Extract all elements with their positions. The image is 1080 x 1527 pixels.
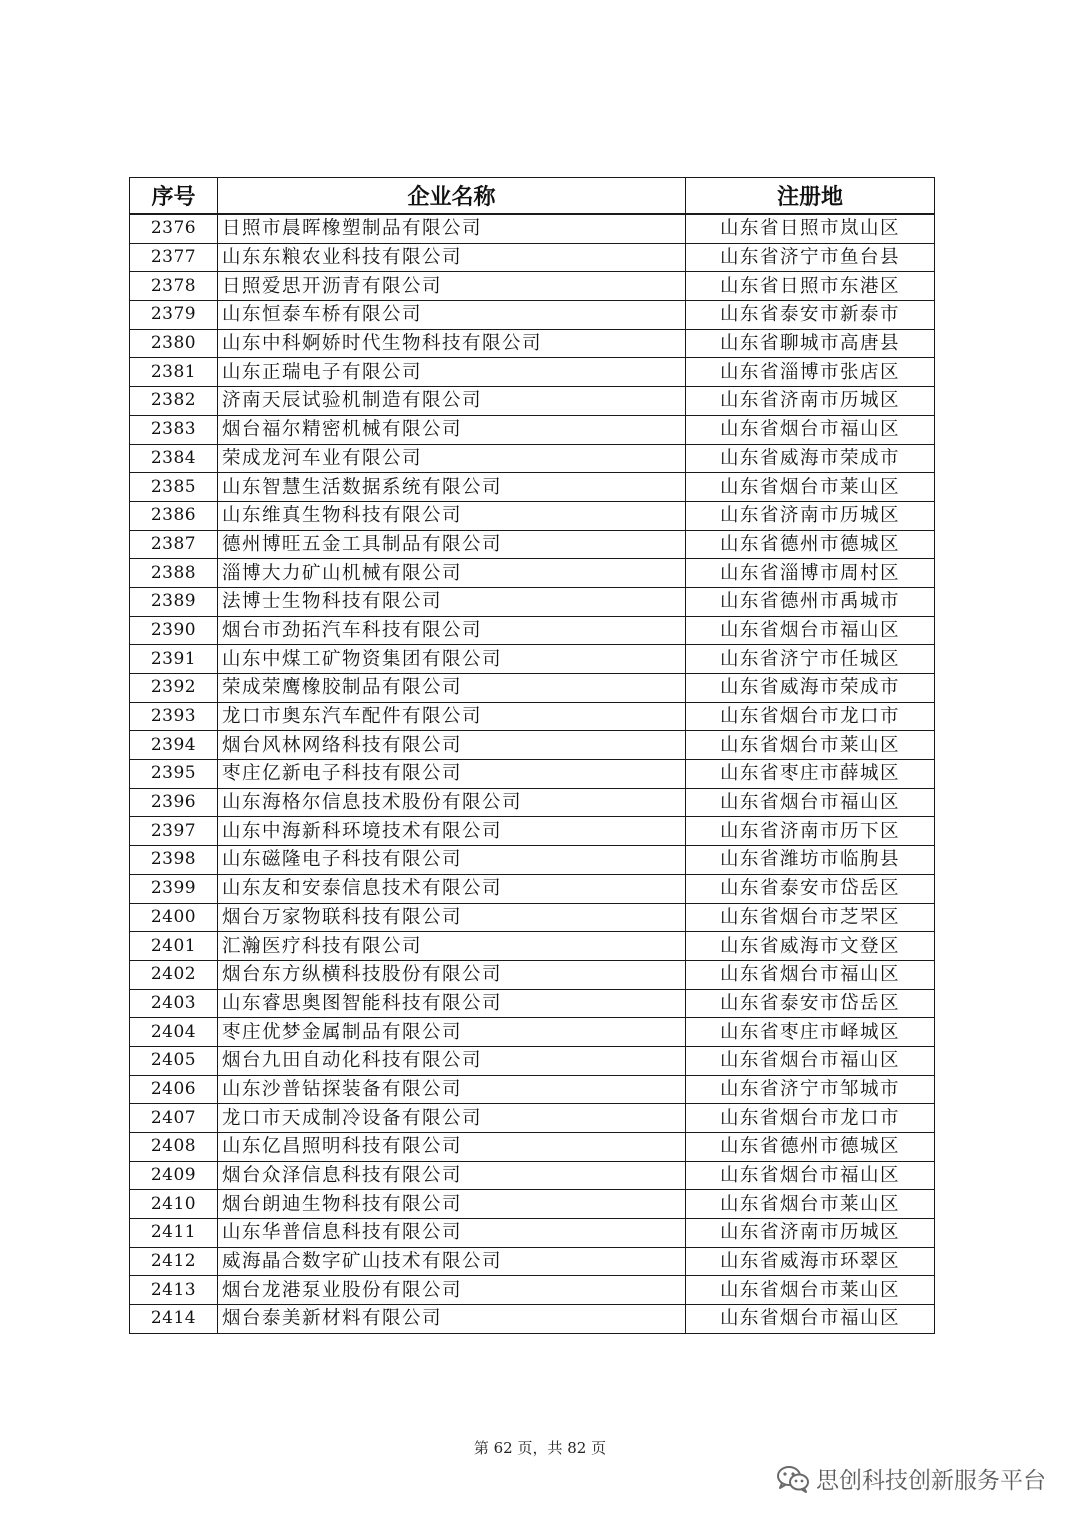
cell-registered-place: 山东省威海市荣成市	[686, 674, 935, 703]
cell-company-name: 烟台东方纵横科技股份有限公司	[218, 960, 686, 989]
cell-seq: 2376	[130, 214, 218, 243]
table-row	[130, 874, 935, 903]
cell-company-name: 烟台万家物联科技有限公司	[218, 903, 686, 932]
cell-seq: 2378	[130, 272, 218, 301]
cell-company-name: 荣成荣鹰橡胶制品有限公司	[218, 674, 686, 703]
cell-seq: 2402	[130, 960, 218, 989]
cell-seq: 2399	[130, 874, 218, 903]
cell-registered-place: 山东省济南市历城区	[686, 501, 935, 530]
cell-registered-place: 山东省德州市德城区	[686, 530, 935, 559]
table-row	[130, 473, 935, 502]
table-row	[130, 1133, 935, 1162]
cell-seq: 2382	[130, 387, 218, 416]
cell-registered-place: 山东省德州市禹城市	[686, 587, 935, 616]
cell-company-name: 日照爱思开沥青有限公司	[218, 272, 686, 301]
cell-seq: 2400	[130, 903, 218, 932]
cell-company-name: 枣庄亿新电子科技有限公司	[218, 760, 686, 789]
cell-seq: 2384	[130, 444, 218, 473]
cell-company-name: 烟台龙港泵业股份有限公司	[218, 1276, 686, 1305]
table-row	[130, 846, 935, 875]
cell-registered-place: 山东省烟台市莱山区	[686, 1276, 935, 1305]
cell-seq: 2391	[130, 645, 218, 674]
cell-company-name: 山东沙普钻探装备有限公司	[218, 1075, 686, 1104]
cell-seq: 2414	[130, 1305, 218, 1334]
cell-registered-place: 山东省枣庄市峄城区	[686, 1018, 935, 1047]
cell-seq: 2406	[130, 1075, 218, 1104]
cell-registered-place: 山东省济南市历城区	[686, 1219, 935, 1248]
cell-company-name: 山东恒泰车桥有限公司	[218, 301, 686, 330]
cell-seq: 2404	[130, 1018, 218, 1047]
column-header-place: 注册地	[686, 178, 935, 215]
cell-company-name: 烟台朗迪生物科技有限公司	[218, 1190, 686, 1219]
cell-company-name: 烟台福尔精密机械有限公司	[218, 415, 686, 444]
table-row	[130, 530, 935, 559]
table-row	[130, 616, 935, 645]
cell-company-name: 烟台九田自动化科技有限公司	[218, 1046, 686, 1075]
table-row	[130, 731, 935, 760]
cell-company-name: 德州博旺五金工具制品有限公司	[218, 530, 686, 559]
table-row	[130, 817, 935, 846]
cell-company-name: 山东友和安泰信息技术有限公司	[218, 874, 686, 903]
cell-company-name: 山东东粮农业科技有限公司	[218, 243, 686, 272]
table-row	[130, 444, 935, 473]
column-header-name: 企业名称	[218, 178, 686, 215]
cell-company-name: 威海晶合数字矿山技术有限公司	[218, 1247, 686, 1276]
cell-seq: 2388	[130, 559, 218, 588]
cell-registered-place: 山东省枣庄市薛城区	[686, 760, 935, 789]
cell-seq: 2387	[130, 530, 218, 559]
table-row	[130, 1075, 935, 1104]
watermark-text: 思创科技创新服务平台	[816, 1468, 1046, 1494]
table-row	[130, 501, 935, 530]
cell-seq: 2380	[130, 329, 218, 358]
cell-company-name: 山东智慧生活数据系统有限公司	[218, 473, 686, 502]
cell-registered-place: 山东省济宁市任城区	[686, 645, 935, 674]
cell-seq: 2389	[130, 587, 218, 616]
cell-seq: 2392	[130, 674, 218, 703]
table-row	[130, 243, 935, 272]
cell-registered-place: 山东省济南市历城区	[686, 387, 935, 416]
table-row	[130, 214, 935, 243]
cell-registered-place: 山东省聊城市高唐县	[686, 329, 935, 358]
cell-registered-place: 山东省烟台市莱山区	[686, 1190, 935, 1219]
cell-seq: 2403	[130, 989, 218, 1018]
cell-registered-place: 山东省烟台市龙口市	[686, 702, 935, 731]
cell-registered-place: 山东省烟台市莱山区	[686, 473, 935, 502]
cell-seq: 2396	[130, 788, 218, 817]
table-row	[130, 645, 935, 674]
cell-company-name: 济南天辰试验机制造有限公司	[218, 387, 686, 416]
cell-company-name: 烟台市劲拓汽车科技有限公司	[218, 616, 686, 645]
table-row	[130, 903, 935, 932]
table-body	[130, 214, 935, 1333]
cell-company-name: 山东海格尔信息技术股份有限公司	[218, 788, 686, 817]
table-row	[130, 989, 935, 1018]
table-row	[130, 760, 935, 789]
cell-registered-place: 山东省威海市文登区	[686, 932, 935, 961]
cell-company-name: 烟台风林网络科技有限公司	[218, 731, 686, 760]
cell-registered-place: 山东省潍坊市临朐县	[686, 846, 935, 875]
cell-seq: 2410	[130, 1190, 218, 1219]
cell-registered-place: 山东省淄博市张店区	[686, 358, 935, 387]
watermark	[776, 1462, 1046, 1495]
cell-seq: 2413	[130, 1276, 218, 1305]
table-row	[130, 301, 935, 330]
table-row	[130, 960, 935, 989]
cell-seq: 2401	[130, 932, 218, 961]
table-row	[130, 1104, 935, 1133]
cell-seq: 2408	[130, 1133, 218, 1162]
cell-seq: 2412	[130, 1247, 218, 1276]
cell-seq: 2390	[130, 616, 218, 645]
cell-company-name: 山东磁隆电子科技有限公司	[218, 846, 686, 875]
table-row	[130, 358, 935, 387]
table-row	[130, 1161, 935, 1190]
table-row	[130, 1247, 935, 1276]
cell-company-name: 淄博大力矿山机械有限公司	[218, 559, 686, 588]
cell-seq: 2397	[130, 817, 218, 846]
cell-registered-place: 山东省烟台市福山区	[686, 788, 935, 817]
table-row	[130, 702, 935, 731]
cell-company-name: 山东中煤工矿物资集团有限公司	[218, 645, 686, 674]
cell-company-name: 山东亿昌照明科技有限公司	[218, 1133, 686, 1162]
cell-company-name: 山东中科婀娇时代生物科技有限公司	[218, 329, 686, 358]
table-row	[130, 1305, 935, 1334]
cell-company-name: 龙口市奥东汽车配件有限公司	[218, 702, 686, 731]
cell-seq: 2405	[130, 1046, 218, 1075]
cell-registered-place: 山东省济南市历下区	[686, 817, 935, 846]
cell-company-name: 荣成龙河车业有限公司	[218, 444, 686, 473]
cell-registered-place: 山东省日照市东港区	[686, 272, 935, 301]
cell-company-name: 山东正瑞电子有限公司	[218, 358, 686, 387]
table-row	[130, 387, 935, 416]
column-header-seq: 序号	[130, 178, 218, 215]
cell-registered-place: 山东省烟台市福山区	[686, 960, 935, 989]
cell-company-name: 日照市晨晖橡塑制品有限公司	[218, 214, 686, 243]
cell-seq: 2407	[130, 1104, 218, 1133]
cell-registered-place: 山东省烟台市福山区	[686, 415, 935, 444]
cell-company-name: 山东中海新科环境技术有限公司	[218, 817, 686, 846]
cell-registered-place: 山东省泰安市岱岳区	[686, 989, 935, 1018]
cell-seq: 2385	[130, 473, 218, 502]
table-header	[130, 178, 935, 215]
cell-registered-place: 山东省淄博市周村区	[686, 559, 935, 588]
cell-registered-place: 山东省烟台市福山区	[686, 1305, 935, 1334]
cell-registered-place: 山东省威海市环翠区	[686, 1247, 935, 1276]
cell-seq: 2386	[130, 501, 218, 530]
cell-company-name: 汇瀚医疗科技有限公司	[218, 932, 686, 961]
table-row	[130, 788, 935, 817]
table-row	[130, 329, 935, 358]
cell-registered-place: 山东省烟台市福山区	[686, 1161, 935, 1190]
table-row	[130, 415, 935, 444]
table-row	[130, 272, 935, 301]
cell-registered-place: 山东省泰安市岱岳区	[686, 874, 935, 903]
cell-company-name: 枣庄优梦金属制品有限公司	[218, 1018, 686, 1047]
cell-company-name: 烟台众泽信息科技有限公司	[218, 1161, 686, 1190]
wechat-icon	[776, 1465, 810, 1493]
cell-company-name: 山东睿思奥图智能科技有限公司	[218, 989, 686, 1018]
cell-seq: 2395	[130, 760, 218, 789]
cell-company-name: 龙口市天成制冷设备有限公司	[218, 1104, 686, 1133]
cell-seq: 2379	[130, 301, 218, 330]
cell-seq: 2394	[130, 731, 218, 760]
page-number: 第 62 页，共 82 页	[473, 1439, 607, 1457]
cell-registered-place: 山东省泰安市新泰市	[686, 301, 935, 330]
cell-registered-place: 山东省济宁市鱼台县	[686, 243, 935, 272]
table-row	[130, 674, 935, 703]
cell-registered-place: 山东省烟台市龙口市	[686, 1104, 935, 1133]
cell-registered-place: 山东省烟台市芝罘区	[686, 903, 935, 932]
cell-registered-place: 山东省烟台市福山区	[686, 1046, 935, 1075]
header-row	[130, 178, 935, 215]
table-row	[130, 1046, 935, 1075]
cell-seq: 2381	[130, 358, 218, 387]
enterprise-table	[129, 177, 935, 1334]
cell-company-name: 法博士生物科技有限公司	[218, 587, 686, 616]
table-row	[130, 1276, 935, 1305]
cell-registered-place: 山东省日照市岚山区	[686, 214, 935, 243]
cell-seq: 2409	[130, 1161, 218, 1190]
table-row	[130, 1018, 935, 1047]
cell-registered-place: 山东省威海市荣成市	[686, 444, 935, 473]
cell-registered-place: 山东省济宁市邹城市	[686, 1075, 935, 1104]
table-row	[130, 932, 935, 961]
cell-seq: 2383	[130, 415, 218, 444]
cell-company-name: 山东维真生物科技有限公司	[218, 501, 686, 530]
cell-seq: 2411	[130, 1219, 218, 1248]
table-row	[130, 587, 935, 616]
table-row	[130, 1190, 935, 1219]
cell-seq: 2398	[130, 846, 218, 875]
table-row	[130, 559, 935, 588]
cell-company-name: 烟台泰美新材料有限公司	[218, 1305, 686, 1334]
cell-seq: 2377	[130, 243, 218, 272]
cell-registered-place: 山东省德州市德城区	[686, 1133, 935, 1162]
cell-company-name: 山东华普信息科技有限公司	[218, 1219, 686, 1248]
cell-seq: 2393	[130, 702, 218, 731]
cell-registered-place: 山东省烟台市福山区	[686, 616, 935, 645]
table-row	[130, 1219, 935, 1248]
cell-registered-place: 山东省烟台市莱山区	[686, 731, 935, 760]
